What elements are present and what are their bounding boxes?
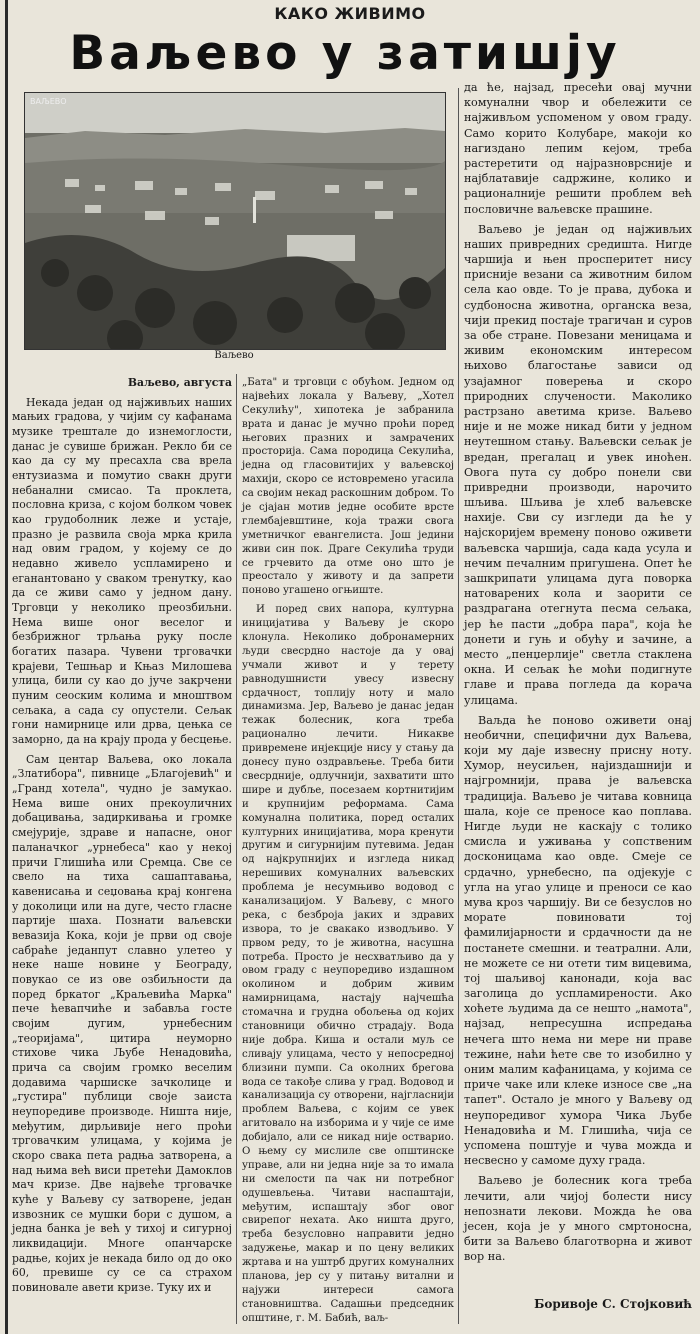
paragraph: Ваљево је један од најживљих наших привредних средишта. Нигде чаршија и њен просперитет нису присније везани са животним билом села као овде. То је права, дубока и судбоносна животна, органска веза, чији прекид постаје трагичан и суров за обе стране. Повезани меницама и живим економским интересом њихово благостање зависи од узајамног поверења и скоро природних случености. Маколико растрзано аветима кризе. Ваљево није и не може никад бити у једном неутешном стању. Ваљевски сељак је вредан, прегалац и увек иноћен. Овога пута су добро понели сви привредни производи, нарочито шљива. Шљива је хлеб ваљевске нахије. Сви су изгледи да ће у најскоријем времену поново оживети ваљевска чаршија, сада када усула и нечим печалним пригушена. Опет ће зашкрипати улицама дуга поворка натоварених кола и заорити се раздрагана отегнута песма сељака, јер ће пасти „добра пара", која ће донети и гуњ и обућу и зачине, а место „пенџерлије" светла стаклена окна. И сељак ће моћи подигнуте главе и права погледа да корача улицама. — [464, 222, 692, 707]
section-kicker: КАКО ЖИВИМО — [274, 4, 426, 23]
article-column-3 — [464, 80, 692, 1264]
column-divider — [458, 88, 459, 1324]
paragraph: да ће, најзад, пресећи овај мучни комунални чвор и обележити се најживљом успоменом у овом граду. Само корито Колубаре, макоји ко нагиздано лепим кејом, треба растеретити од најразноврсније и најблатавије садржине, колико и рационалније решити проблем већ пословичне ваљевске прашине. — [464, 81, 692, 216]
city-photograph — [24, 92, 446, 350]
paragraph: Ваљда ће поново оживети онај необични, специфични дух Ваљева, који му даје извесну присну ноту. Хумор, неусиљен, најиздашнији и најгромнији, права је ваљевска традиција. Ваљево је читава ковница шала, које се преносе као поплава. Нигде људи не каскају с толико смисла и уживања у сопственим досконицама као овде. Смеје се срдачно, урнебесно, па одјекује с угла на угао улице и преноси се као мува кроз чаршију. Ви се безуслов но морате повиновати тој фамилијарности и срдачности да не постанете смешни. и театрални. Али, не можете се ни отети тим вицевима, тој шаљивој канонади, која вас заголица до успламирености. Ако хоћете људима да се нешто „намота", најзад, непресушна испредања нечега што нема ни мере ни праве тежине, наћи ћете све то изобилно у оним малим кафаницама, у којима се приче чаке или клеке износе све „на тапет". Остало је много у Ваљеву од неупоредивог хумора Чика Љубе Ненадовића и М. Глишића, чија се успомена поштује и чува можда и несвесно у самоме духу града. — [464, 713, 692, 1168]
paragraph: „Бата" и трговци с обућом. Једном од највећих локала у Ваљеву, „Хотел Секулићу", хипотека је забранила врата и данас је мучно проћи поред његових празних и замрачених просторија. Сама породица Секулића, једна од гласовитијих у ваљевској махији, скоро се истовремено угасила са својим некад раскошним добром. То је сјајан мотив једне особите врсте глембајевштине, која тражи свога уметничког евангелиста. Још једини живи син пок. Драге Секулића труди се грчевито да отме оно што је преостало у животу и да запрети поново угашено огњиште. — [242, 377, 455, 597]
photo-tag: ВАЉЕВО — [30, 97, 67, 106]
paragraph: Ваљево је болесник кога треба лечити, али чијој болести нису непознати лекови. Можда ће ова јесен, која је у много смртоносна, бити за Ваљево благотворна и живот вор на. — [464, 1174, 692, 1264]
dateline: Ваљево, августа — [127, 376, 232, 389]
paragraph: И поред свих напора, културна иницијатива у Ваљеву је скоро клонула. Неколико добронамерних људи свесрдно настоје да у овај учмали живот и у терету равнодушнисти увесу извесну срдачност, топлију ноту и мало динамизма. Јер, Ваљево је данас један тежак болесник, кога треба рационално лечити. Никакве привремене инјекције нису у стању да донесу пуно оздрављење. Треба бити свесрдније, одлучнији, захватити што шире и дубље, посезаем кортнитијим и крупнијим реформама. Сама комунална политика, поред осталих културних иницијатива, мора кренути другим и сигурнијим путевима. Један од најкрупнијих и изгледа никад нерешивих комуналних ваљевских проблема је несумњиво водовод с канализацијом. У Ваљеву, с много река, с безброја јаких и здравих извора, то је свакако изводљиво. У првом реду, то је животна, насушна потреба. Просто је несхватљиво да у овом граду с неупоредиво издашном околином и добрим живим намирницама, настају најчешћа стомачна и грудна обољења од којих становници обично страдају. Вода није добра. Киша и остали муљ се сливају улицама, често у непосредној близини пумпи. Са околних брегова вода се такође слива у град. Водовод и канализација су отворени, најгласнији проблем Ваљева, с којим се увек агитовало на изборима и у чије се име добијало, али се никад није остварио. О њему су мислиле све општинске управе, али ни једна није за то имала ни смелости па чак ни потребног одушевљења. Читави наспаштаји, међутим, испаштају због овог свирепог нехата. Ако ништа друго, треба безусловно направити једно задужење, макар и по цену великих жртава и на уштрб других комуналних планова, јер су у питању витални и најужи интереси самога становништва. Садашњи председник општине, г. М. Бабић, ваљ- — [242, 604, 454, 1324]
column-divider — [236, 374, 237, 1324]
article-title: Ваљево у затишју — [69, 26, 621, 81]
paragraph: Некада један од најживљих наших мањих градова, у чијим су кафанама музике трештале до изнемоглости, данас је сувише брижан. Рекло би се као да су му пресахла сва врела ентузиазма и помутио свакн други небанални смисао. Та проклета, пословна криза, с којом болком човек као грудоболник леже и устаје, празно је развила своја мрка крила над овим градом, у којему се до недавно живело успламирено и еганантовано у сваком тренутку, као да се живи само у једном дану. Трговци у неколико преозбиљни. Нема више оног веселог и безбрижног трљања руку после богатих пазара. Чувени трговачки крајеви, Тешњар и Књаз Милошева улица, били су као до јуче закрчени пуним сеоским колима и мноштвом сељака, а сада су опустели. Сељак гони намирнице или дрва, цењка се заморно, да на крају прода у бесцење. — [12, 395, 232, 747]
article-column-1 — [12, 376, 232, 1296]
paragraph: Сам центар Ваљева, око локала „Златибора", пивнице „Благојевић" и „Гранд хотела", чудно је замукао. Нема више оних прекоуличних добацивања, задиркивања и громке смејурије, здраве и напасне, оног паланачког „урнебеса" као у некој причи Глишића или Сремца. Све се свело на тиха сашаптавања, кавенисања и сеџовања крај конгена у доколици или на дуге, често гласне партије шаха. Познати ваљевски вевазија Кока, који је први од своје сабраће једанпут славно улетео у неке наше новине у Београду, повукао се из ове озбиљности да поред бркатог „Краљевића Марка" пече ћевапчиће и забавља госте својим дугим, урнебесним „теоријама", цитира неуморно стихове чика Љубе Ненадовића, прича са својим громко веселим додавима чаршиске зачколице и „густира" публици своје заиста неупоредиве производе. Ништа није, међутим, дирљивије него проћи трговачким улицама, у којима је скоро свака пета радња затворена, а над њима већ виси претећи Дамоклов мач кризе. Две највеће трговачке куће у Ваљеву су затворене, један извозник се мушки бори с душом, а једна банка је већ у тихој и сигурној ликвидацији. Многе опанчарске радње, којих је некада било од до око 60, превише су се са страхом повиновале авети кризе. Туку их и — [12, 752, 232, 1294]
photo-caption: Ваљево — [214, 350, 254, 361]
author-byline: Боривоје С. Стојковић — [534, 1297, 692, 1311]
left-margin-rule — [5, 0, 8, 1334]
valjevo-panorama-image — [25, 93, 445, 349]
article-column-2 — [242, 376, 454, 1326]
